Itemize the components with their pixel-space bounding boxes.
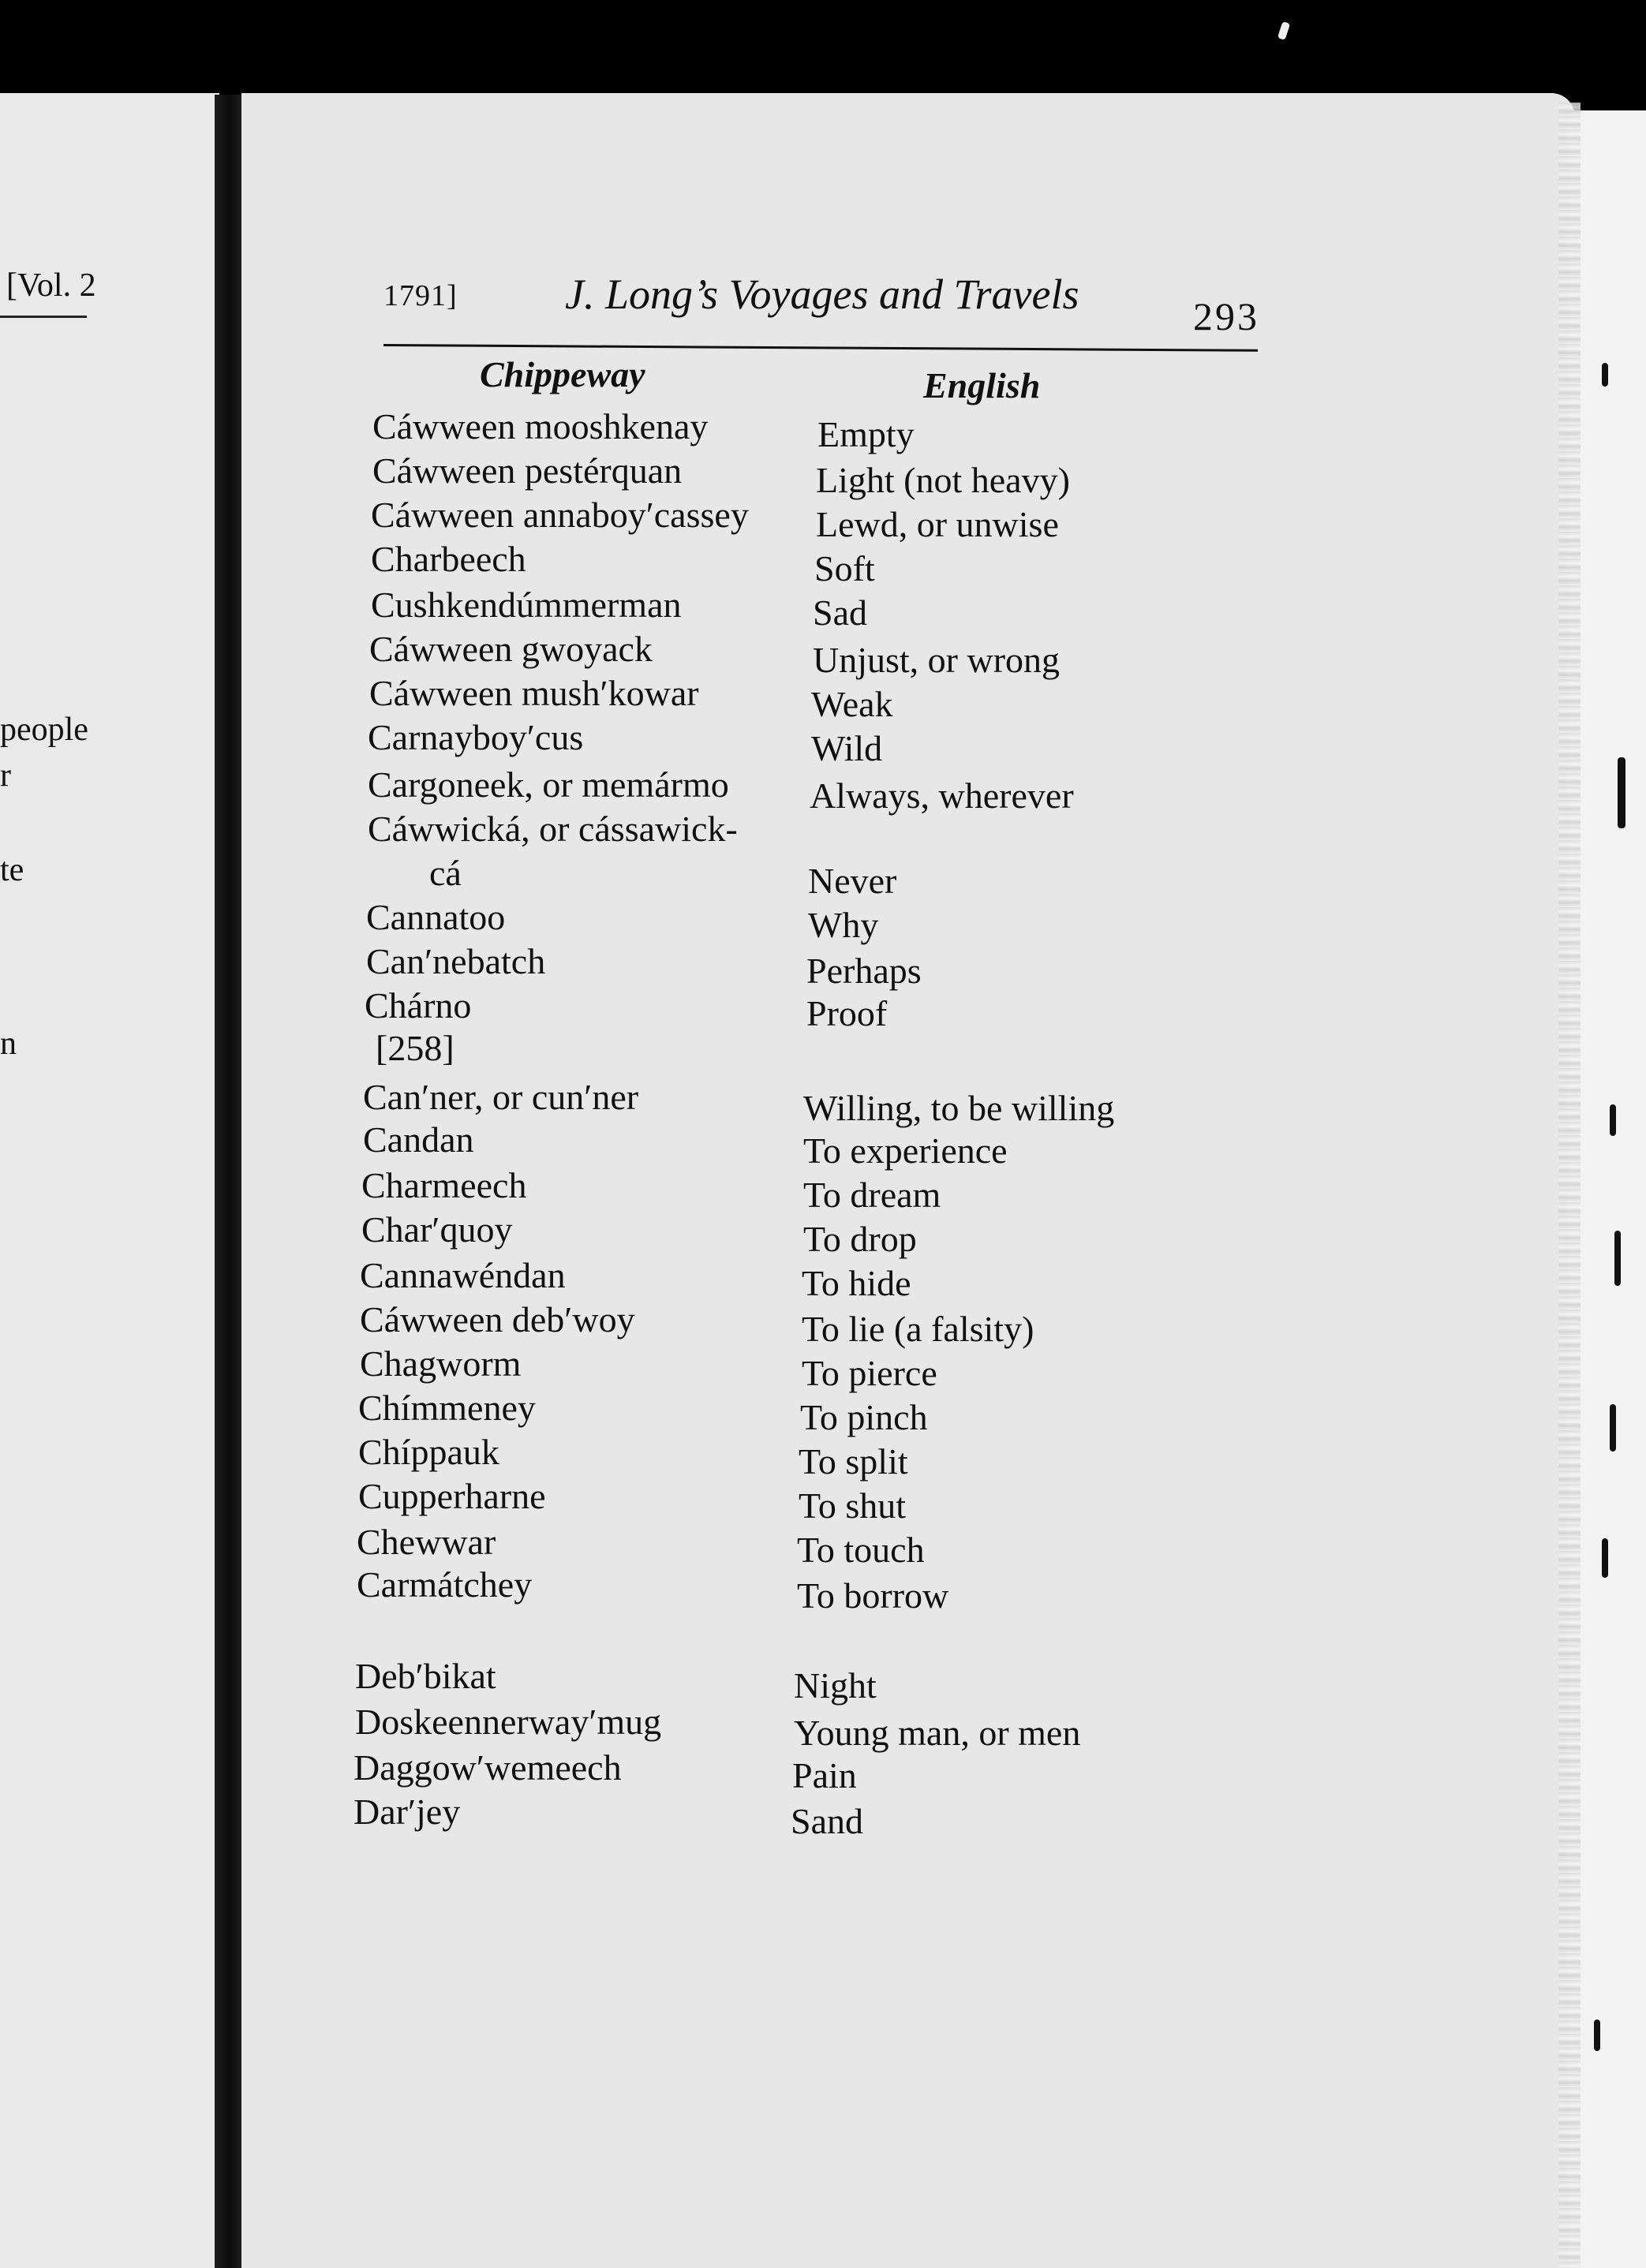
english-word: Unjust, or wrong [813, 640, 1061, 680]
edge-mark [1602, 363, 1608, 387]
chippeway-word: Deb′bikat [355, 1656, 496, 1696]
english-word: Young man, or men [794, 1713, 1081, 1753]
english-word: To pinch [800, 1397, 928, 1437]
chippeway-word: Can′ner, or cun′ner [363, 1077, 639, 1117]
chippeway-word: Carmátchey [357, 1564, 533, 1605]
chippeway-word: Cannawéndan [360, 1255, 566, 1295]
english-word: To split [799, 1441, 908, 1481]
marginal-page-ref: [258] [376, 1028, 455, 1068]
english-word: To drop [803, 1219, 917, 1259]
column-heading-english: English [923, 365, 1041, 405]
running-header-year: 1791] [383, 279, 458, 312]
english-word: To shut [799, 1485, 907, 1526]
edge-mark [1602, 1538, 1608, 1578]
chippeway-word: Cáwween pestérquan [372, 450, 683, 491]
chippeway-word: Chagworm [360, 1343, 522, 1384]
english-word: Soft [814, 548, 875, 588]
chippeway-word: Cáwween mush′kowar [369, 673, 699, 713]
chippeway-word: cá [429, 853, 462, 893]
chippeway-word: Cáwween annaboy′cassey [371, 495, 749, 535]
edge-mark [1614, 1231, 1621, 1286]
page-edge-texture [1558, 103, 1581, 2268]
english-word: To hide [802, 1263, 911, 1303]
chippeway-word: Chíppauk [358, 1432, 499, 1472]
chippeway-word: Cáwween deb′woy [360, 1299, 635, 1340]
left-page-rule [0, 316, 87, 318]
english-word: To experience [803, 1130, 1008, 1171]
running-header-title: J. Long’s Voyages and Travels [565, 271, 1079, 318]
chippeway-word: Char′quoy [361, 1209, 513, 1250]
chippeway-word: Cannatoo [366, 897, 506, 937]
chippeway-word: Charmeech [361, 1165, 527, 1205]
english-word: Always, wherever [810, 775, 1074, 816]
chippeway-word: Doskeennerway′mug [355, 1702, 662, 1742]
english-word: Never [808, 861, 897, 901]
chippeway-word: Carnayboy′cus [368, 717, 584, 757]
english-word: To pierce [802, 1353, 937, 1393]
chippeway-word: Can′nebatch [366, 941, 546, 981]
left-page-fragment: n [0, 1026, 17, 1062]
english-word: To dream [803, 1175, 941, 1215]
edge-mark [1610, 1404, 1616, 1452]
chippeway-word: Chímmeney [358, 1388, 536, 1428]
chippeway-word: Chárno [365, 985, 472, 1026]
left-page-fragment: people [0, 712, 88, 748]
chippeway-word: Cupperharne [358, 1476, 546, 1516]
chippeway-word: Dar′jey [354, 1792, 461, 1832]
chippeway-word: Chewwar [357, 1522, 496, 1562]
left-page-fragment: te [0, 852, 24, 888]
english-word: Sand [791, 1801, 863, 1841]
english-word: Wild [811, 728, 883, 768]
left-page-header: [Vol. 2 [6, 267, 96, 304]
page-number: 293 [1193, 294, 1259, 338]
chippeway-word: Cáwwická, or cássawick- [368, 809, 738, 849]
english-word: Pain [792, 1755, 857, 1795]
chippeway-word: Daggow′wemeech [354, 1747, 622, 1788]
left-page [0, 93, 219, 2268]
english-word: Proof [806, 993, 888, 1033]
english-word: Light (not heavy) [816, 460, 1070, 500]
english-word: Lewd, or unwise [816, 504, 1059, 544]
edge-mark [1594, 2020, 1600, 2051]
english-word: To borrow [797, 1575, 949, 1616]
english-word: To touch [797, 1530, 925, 1570]
chippeway-word: Cushkendúmmerman [371, 585, 682, 625]
chippeway-word: Candan [363, 1119, 474, 1160]
speck-mark [1278, 21, 1290, 40]
english-word: Empty [817, 414, 915, 454]
english-word: Perhaps [806, 951, 922, 991]
english-word: Willing, to be willing [803, 1088, 1115, 1128]
english-word: Weak [811, 684, 893, 724]
english-word: To lie (a falsity) [802, 1309, 1034, 1349]
column-heading-chippeway: Chippeway [480, 354, 645, 394]
english-word: Why [808, 905, 879, 945]
edge-mark [1610, 1104, 1616, 1136]
english-word: Sad [813, 592, 867, 633]
chippeway-word: Charbeech [371, 539, 526, 579]
chippeway-word: Cáwween mooshkenay [372, 406, 709, 447]
chippeway-word: Cargoneek, or memármo [368, 764, 729, 805]
edge-mark [1618, 757, 1625, 828]
left-page-fragment: r [0, 757, 11, 794]
english-word: Night [794, 1665, 877, 1706]
chippeway-word: Cáwween gwoyack [369, 629, 653, 669]
